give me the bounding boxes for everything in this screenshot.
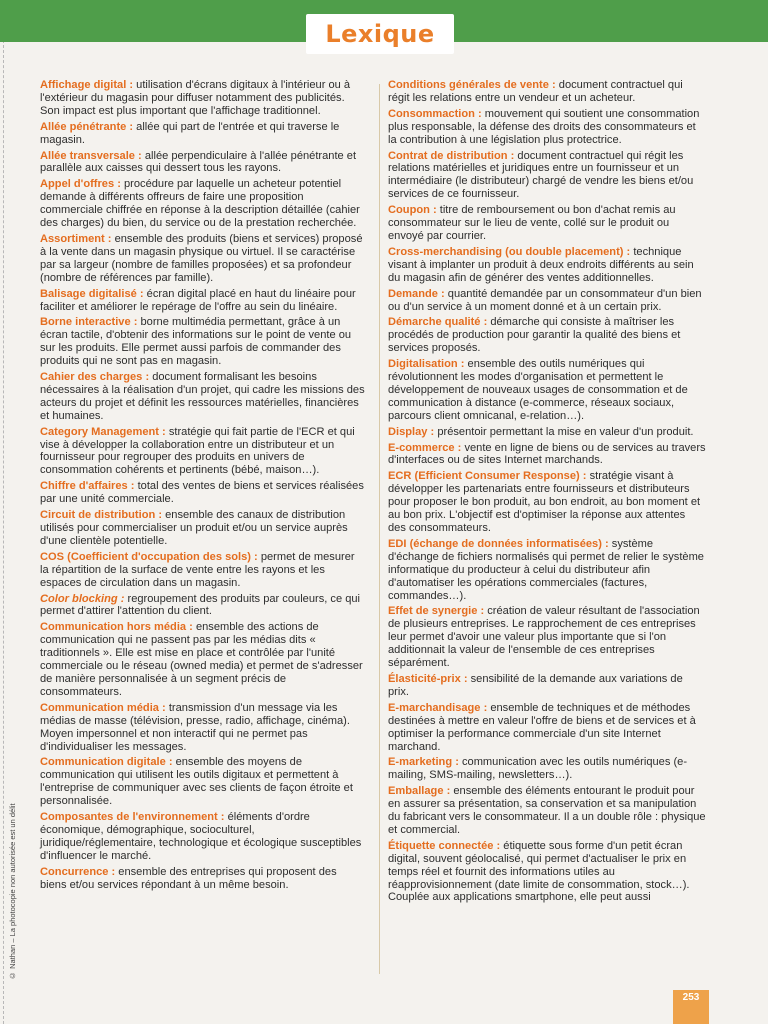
glossary-term: Démarche qualité : [388, 316, 488, 329]
glossary-definition: système d'échange de fichiers normalisés qui permet de relier le système informatique du producteur à celui du distributeur afin d'automatiser les opérations commerciales (factures, commandes…). [388, 537, 704, 602]
glossary-entry [388, 358, 706, 423]
glossary-term: Affichage digital : [40, 79, 134, 91]
glossary-definition: total des ventes de biens et services réalisées par une unité commerciale. [40, 480, 364, 506]
glossary-definition: quantité demandée par un consommateur d'un bien ou d'un service à un moment donné et à un certain prix. [388, 287, 702, 313]
glossary-entry [40, 509, 366, 548]
glossary-term: Composantes de l'environnement : [40, 811, 225, 824]
glossary-entry [388, 470, 706, 535]
glossary-entry [40, 233, 366, 285]
glossary-entry [388, 756, 706, 782]
glossary-entry [40, 756, 366, 808]
glossary-term: Demande : [388, 287, 445, 300]
glossary-definition: procédure par laquelle un acheteur potentiel demande à différents offreurs de faire une proposition commerciale chiffrée en réponse à la description détaillée (cahier des charges) du bien, du service ou de la prestation recherchée. [40, 178, 360, 230]
glossary-entry [388, 79, 706, 105]
glossary-entry [388, 442, 706, 468]
glossary-term: Communication média : [40, 701, 166, 714]
glossary-term: Assortiment : [40, 232, 112, 245]
glossary-term: Borne interactive : [40, 316, 138, 329]
glossary-term: Category Management : [40, 425, 166, 438]
glossary-entry [40, 79, 366, 118]
glossary-term: COS (Coefficient d'occupation des sols) : [40, 550, 258, 563]
glossary-term: EDI (échange de données informatisées) : [388, 537, 609, 550]
glossary-term: Color blocking : [40, 592, 125, 605]
glossary-entry [388, 426, 706, 439]
glossary-definition: document contractuel qui régit les relations entre un vendeur et un acheteur. [388, 79, 683, 104]
right-column [388, 79, 706, 907]
glossary-definition: stratégie visant à développer les partenariats entre fournisseurs et distributeurs pour proposer le bon produit, au bon endroit, au bon moment et au bon prix. L'objectif est d'optimiser la réponse aux attentes des consommateurs. [388, 470, 701, 534]
glossary-entry [40, 480, 366, 506]
glossary-entry [388, 204, 706, 243]
glossary-entry [40, 121, 366, 147]
glossary-entry [388, 702, 706, 754]
glossary-term: Communication hors média : [40, 621, 193, 634]
glossary-entry [40, 621, 366, 698]
glossary-definition: permet de mesurer la répartition de la surface de vente entre les rayons et les espaces de circulation dans un magasin. [40, 550, 355, 589]
glossary-entry [388, 785, 706, 837]
glossary-definition: allée perpendiculaire à l'allée pénétrante et parallèle aux caisses qui dessert tous les rayons. [40, 149, 357, 175]
glossary-term: Consommaction : [388, 107, 482, 120]
glossary-definition: document contractuel qui régit les relations matérielles et juridiques entre un fournisseur et un intermédiaire (le distributeur) chargé de vendre les biens et/ou services de ce fournisseur. [388, 149, 694, 201]
glossary-definition: document formalisant les besoins nécessaires à la réalisation d'un projet, qui cadre les missions des acteurs du projet et définit les ressources matérielles, financières et humaines. [40, 371, 365, 422]
glossary-entry [388, 673, 706, 699]
glossary-entry [388, 538, 706, 603]
glossary-definition: vente en ligne de biens ou de services au travers d'interfaces ou de sites Internet marchands. [388, 441, 706, 467]
glossary-term: ECR (Efficient Consumer Response) : [388, 470, 587, 483]
glossary-definition: ensemble des produits (biens et services) proposé à la vente dans un magasin physique ou virtuel. Il se caractérise par sa largeur (nombre de familles proposées) et sa profondeur (nombre de références par famille). [40, 232, 363, 284]
glossary-definition: transmission d'un message via les médias de masse (télévision, presse, radio, affichage, cinéma). Moyen impersonnel et non interactif qui ne permet pas d'individualiser les messages. [40, 701, 350, 753]
glossary-entry [388, 316, 706, 355]
glossary-term: Étiquette connectée : [388, 839, 501, 852]
glossary-entry [40, 426, 366, 478]
glossary-term: Contrat de distribution : [388, 149, 515, 162]
glossary-term: Chiffre d'affaires : [40, 480, 135, 493]
glossary-definition: sensibilité de la demande aux variations de prix. [388, 672, 683, 698]
glossary-term: Élasticité-prix : [388, 672, 468, 685]
glossary-term: Conditions générales de vente : [388, 79, 556, 91]
glossary-definition: étiquette sous forme d'un petit écran digital, souvent géolocalisé, qui permet d'actualiser le prix en temps réel et fournit des informations utiles au réapprovisionnement (date limite de consommation, stock…). Couplée aux applications smartphone, elle peut aussi [388, 839, 690, 904]
glossary-definition: communication avec les outils numériques (e-mailing, SMS-mailing, newsletters…). [388, 756, 688, 782]
glossary-entry [388, 840, 706, 905]
glossary-entry [40, 150, 366, 176]
copyright-note: © Nathan – La photocopie non autorisée est un délit [8, 803, 17, 980]
glossary-term: Allée pénétrante : [40, 120, 134, 133]
glossary-entry [40, 371, 366, 423]
glossary-definition: ensemble des entreprises qui proposent des biens et/ou services répondant à un même besoin. [40, 865, 337, 891]
glossary-term: Display : [388, 425, 435, 438]
glossary-term: E-marchandisage : [388, 701, 488, 714]
glossary-term: Cahier des charges : [40, 371, 150, 384]
glossary-term: Digitalisation : [388, 358, 465, 371]
glossary-entry [40, 702, 366, 754]
glossary-definition: création de valeur résultant de l'association de plusieurs entreprises. Le rapprochement de ces entreprises leur permet d'avoir une valeur plus importante que si l'on additionnait la valeur de l'ensemble de ces entreprises séparément. [388, 605, 700, 670]
glossary-entry [40, 178, 366, 230]
glossary-definition: allée qui part de l'entrée et qui traverse le magasin. [40, 120, 340, 146]
glossary-term: Allée transversale : [40, 149, 142, 162]
glossary-definition: titre de remboursement ou bon d'achat remis au consommateur sur le lieu de vente, collé sur le produit ou envoyé par courrier. [388, 204, 676, 242]
title-box [306, 14, 454, 54]
glossary-entry [40, 288, 366, 314]
glossary-term: E-commerce : [388, 441, 462, 454]
glossary-definition: écran digital placé en haut du linéaire pour faciliter et améliorer le repérage de l'offre au sein du linéaire. [40, 287, 356, 313]
glossary-entry [388, 108, 706, 147]
glossary-entry [388, 288, 706, 314]
glossary-entry [388, 605, 706, 670]
glossary-entry [40, 551, 366, 590]
glossary-definition: ensemble des actions de communication qui ne passent pas par les médias dits « traditionnels ». Elle est mise en place et contrôlée par l'unité commerciale ou le réseau (owned media) et permet de s'adresser de manière personnalisée à un segment précis de consommateurs. [40, 621, 363, 698]
glossary-entry [388, 150, 706, 202]
column-separator [379, 84, 380, 974]
page-title: Lexique [325, 20, 435, 48]
glossary-definition: borne multimédia permettant, grâce à un écran tactile, d'obtenir des informations sur le point de vente ou sur les produits. Elle permet aussi parfois de commander des produits qui ne sont pas en magasin. [40, 316, 352, 368]
glossary-definition: ensemble des moyens de communication qui utilisent les outils digitaux et permettent à l'entreprise de communiquer avec ses clients de façon étroite et personnalisée. [40, 756, 353, 808]
glossary-definition: ensemble des éléments entourant le produit pour en assurer sa présentation, sa conservation et sa manipulation du fabricant vers le consommateur. Il a un double rôle : physique et commercial. [388, 785, 706, 836]
glossary-definition: démarche qui consiste à maîtriser les procédés de production pour garantir la qualité des biens et services proposés. [388, 316, 681, 355]
glossary-definition: technique visant à implanter un produit à deux endroits différents au sein du magasin afin de générer des ventes additionnelles. [388, 245, 694, 284]
glossary-definition: utilisation d'écrans digitaux à l'intérieur ou à l'extérieur du magasin pour diffuser notamment des publicités. Son impact est plus important que l'affichage traditionnel. [40, 79, 351, 117]
glossary-term: Balisage digitalisé : [40, 287, 144, 300]
glossary-entry [40, 866, 366, 892]
glossary-term: Emballage : [388, 785, 451, 798]
glossary-entry [40, 593, 366, 619]
glossary-term: Cross-merchandising (ou double placement) : [388, 245, 631, 258]
glossary-definition: ensemble de techniques et de méthodes destinées à mettre en valeur l'offre de biens et de services et à optimiser la performance commerciale d'un site Internet marchand. [388, 701, 696, 753]
glossary-definition: présentoir permettant la mise en valeur d'un produit. [434, 425, 694, 438]
glossary-term: Appel d'offres : [40, 178, 121, 191]
glossary-entry [40, 316, 366, 368]
margin-dashed-line [3, 0, 5, 1024]
left-column [40, 79, 366, 894]
page-number: 253 [682, 992, 700, 1003]
glossary-term: Effet de synergie : [388, 605, 485, 618]
glossary-definition: éléments d'ordre économique, démographique, socioculturel, juridique/réglementaire, technologique et écologique susceptibles d'influencer le marché. [40, 811, 362, 862]
glossary-term: Circuit de distribution : [40, 509, 163, 522]
glossary-entry [388, 246, 706, 285]
glossary-term: E-marketing : [388, 756, 459, 769]
glossary-term: Coupon : [388, 204, 437, 217]
glossary-definition: mouvement qui soutient une consommation plus responsable, la défense des droits des consommateurs et la contribution à une législation plus protectrice. [388, 107, 700, 146]
glossary-definition: ensemble des outils numériques qui révolutionnent les modes d'organisation et permettent le développement de nouveaux usages de consommation et de communication à distance (e-commerce, réseaux sociaux, parcours client omnicanal, e-relation…). [388, 358, 688, 422]
glossary-entry [40, 811, 366, 863]
glossary-definition: ensemble des canaux de distribution utilisés pour commercialiser un produit et/ou un service auprès d'une clientèle potentielle. [40, 509, 348, 547]
glossary-definition: regroupement des produits par couleurs, ce qui permet d'attirer l'attention du client. [40, 592, 361, 618]
glossary-definition: stratégie qui fait partie de l'ECR et qui vise à développer la collaboration entre un distributeur et un fournisseur pour regrouper des produits en univers de consommation cohérents et pertinents (bébé, maison…). [40, 425, 355, 477]
glossary-term: Concurrence : [40, 865, 116, 878]
glossary-term: Communication digitale : [40, 756, 173, 769]
